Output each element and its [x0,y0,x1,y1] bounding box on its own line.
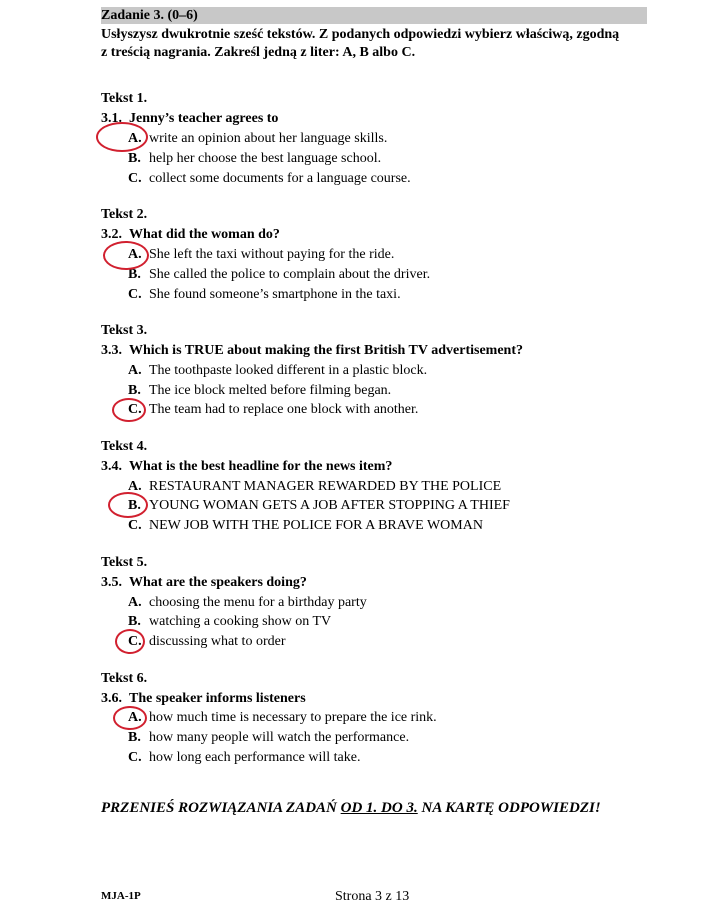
text-label-3: Tekst 3. [101,323,148,338]
option-text: how many people will watch the performance. [149,730,410,745]
option-3-2-a[interactable] [128,246,394,264]
note-part-1: PRZENIEŚ ROZWIĄZANIA ZADAŃ [101,800,341,816]
option-3-4-a[interactable] [128,478,501,496]
page-number: Strona 3 z 13 [335,889,410,904]
answer-circle-3-1 [96,122,148,152]
option-letter: C. [128,402,142,417]
option-3-4-b[interactable] [128,497,510,515]
question-3-5 [101,574,307,592]
text-label-2: Tekst 2. [101,207,148,222]
option-3-6-b[interactable] [128,729,409,747]
text-label-5: Tekst 5. [101,555,148,570]
option-text: help her choose the best language school. [149,151,382,166]
option-letter: C. [128,750,142,765]
note-part-2: OD 1. DO 3. [340,800,418,816]
question-number: 3.3. [101,343,122,358]
option-text: RESTAURANT MANAGER REWARDED BY THE POLICE [149,479,502,494]
option-letter: A. [128,363,142,378]
question-number: 3.2. [101,227,122,242]
option-letter: B. [128,383,141,398]
option-text: The team had to replace one block with another. [149,402,419,417]
option-text: how long each performance will take. [149,750,361,765]
option-text: She called the police to complain about the driver. [149,267,431,282]
option-text: NEW JOB WITH THE POLICE FOR A BRAVE WOMAN [149,518,483,533]
option-text: She found someone’s smartphone in the taxi. [149,287,401,302]
question-text: Jenny’s teacher agrees to [129,111,279,126]
transfer-answers-note [101,800,601,817]
question-3-3 [101,342,523,360]
option-3-1-c[interactable] [128,170,411,188]
task-instruction [101,26,647,62]
option-3-1-a[interactable] [128,130,387,148]
text-label-6: Tekst 6. [101,671,148,686]
option-text: YOUNG WOMAN GETS A JOB AFTER STOPPING A THIEF [149,498,510,513]
option-text: watching a cooking show on TV [149,614,332,629]
question-number: 3.1. [101,111,122,126]
option-3-1-b[interactable] [128,150,381,168]
option-letter: B. [128,267,141,282]
answer-circle-3-4 [108,492,148,518]
text-label-4: Tekst 4. [101,439,148,454]
option-3-2-c[interactable] [128,286,401,304]
option-text: The ice block melted before filming began. [149,383,392,398]
option-letter: A. [128,247,142,262]
option-letter: B. [128,498,141,513]
option-letter: A. [128,479,142,494]
task-title: Zadanie 3. (0–6) [101,8,198,23]
instruction-line-1: Usłyszysz dwukrotnie sześć tekstów. Z podanych odpowiedzi wybierz właściwą, zgodną [101,27,620,42]
note-part-3: NA KARTĘ ODPOWIEDZI! [417,800,601,816]
option-letter: C. [128,171,142,186]
question-text: What is the best headline for the news item? [129,459,393,474]
task-header [101,7,647,24]
question-number: 3.4. [101,459,122,474]
option-text: She left the taxi without paying for the ride. [149,247,395,262]
option-text: write an opinion about her language skills. [149,131,388,146]
option-letter: B. [128,614,141,629]
option-3-3-b[interactable] [128,382,391,400]
option-3-6-c[interactable] [128,749,360,767]
text-label-1: Tekst 1. [101,91,148,106]
option-3-2-b[interactable] [128,266,430,284]
option-letter: C. [128,518,142,533]
answer-circle-3-2 [103,241,149,270]
option-letter: B. [128,730,141,745]
option-text: The toothpaste looked different in a plastic block. [149,363,428,378]
question-number: 3.6. [101,691,122,706]
option-3-3-c[interactable] [128,401,418,419]
option-letter: C. [128,287,142,302]
instruction-line-2: z treścią nagrania. Zakreśl jedną z liter: A, B albo C. [101,45,416,60]
option-letter: A. [128,710,142,725]
answer-circle-3-3 [112,398,146,422]
answer-circle-3-5 [115,629,145,654]
question-text: What are the speakers doing? [129,575,307,590]
option-letter: A. [128,131,142,146]
option-3-5-c[interactable] [128,633,285,651]
exam-code: MJA-1P [101,890,141,902]
question-text: Which is TRUE about making the first British TV advertisement? [129,343,523,358]
question-number: 3.5. [101,575,122,590]
answer-circle-3-6 [113,706,147,730]
question-text: The speaker informs listeners [129,691,306,706]
option-text: discussing what to order [149,634,286,649]
option-letter: B. [128,151,141,166]
option-text: choosing the menu for a birthday party [149,595,367,610]
option-text: collect some documents for a language course. [149,171,411,186]
question-text: What did the woman do? [129,227,280,242]
option-3-5-b[interactable] [128,613,331,631]
question-3-4 [101,458,392,476]
option-3-3-a[interactable] [128,362,427,380]
option-letter: C. [128,634,142,649]
option-letter: A. [128,595,142,610]
option-text: how much time is necessary to prepare the ice rink. [149,710,437,725]
option-3-4-c[interactable] [128,517,483,535]
option-3-5-a[interactable] [128,594,367,612]
option-3-6-a[interactable] [128,709,437,727]
